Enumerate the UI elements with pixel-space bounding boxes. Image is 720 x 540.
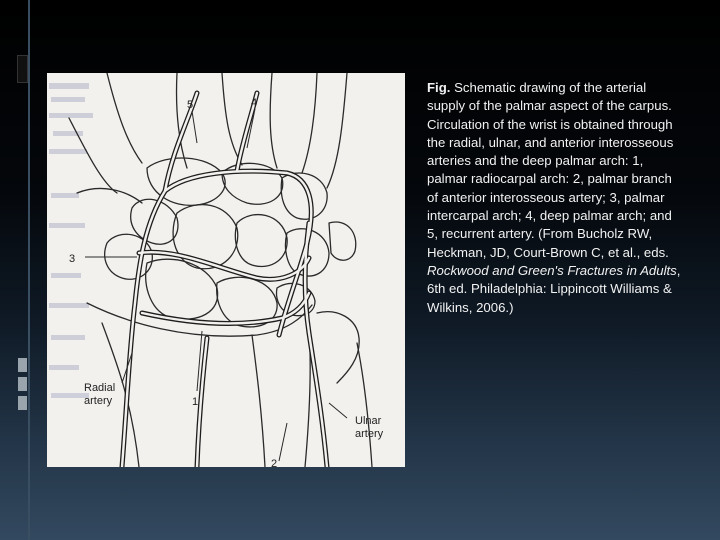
carpal-bone [173,205,238,269]
bleed-through-text [49,83,93,398]
caption-fig-prefix: Fig. [427,80,451,95]
label-5: 5 [187,99,194,111]
bullet-marker [18,358,27,372]
bullet-marker [18,377,27,391]
carpal-bone [235,215,287,267]
carpal-bone [329,222,356,260]
bone-outline [302,73,317,173]
caption-body: Schematic drawing of the arterial supply of the palmar aspect of the carpus. Circulation of the wrist is obtained through the radial, ulnar, and anterior interosseous arteries and the deep palmar arch: 1, palmar radiocarpal arch: 2, palmar branch of anterior interosseous artery; 3, palmar intercarpal arch; 4, deep palmar arch; and 5, recurrent artery. (From Bucholz RW, Heckman, JD, Court-Brown C, et al., eds. [427,80,674,260]
left-divider-rule [28,0,30,540]
label-2: 2 [271,458,278,467]
carpal-bone [281,173,327,219]
bone-outline [69,118,117,193]
leader-line-2 [279,423,287,461]
radius-shaft [252,335,265,467]
leader-line-5 [192,111,197,143]
bullet-marker [17,55,28,83]
label-ulnar: Ulnar [355,415,382,427]
label-4: 4 [251,97,258,109]
label-1: 1 [192,396,199,408]
bone-outline [327,73,347,188]
ulna-shaft [357,343,372,467]
caption-tail: , 6th ed. Philadelphia: Lippincott Williams & Wilkins, 2006.) [427,262,681,315]
label-3: 3 [69,253,76,265]
label-radial: Radial [84,382,116,394]
bullet-marker [18,396,27,410]
intercarpal-arch [139,252,309,279]
figure-caption [427,79,682,317]
bone-outline [270,73,277,168]
bone-outline [107,73,142,163]
bone-outline [77,188,142,203]
leader-line-ulnar [329,403,347,418]
caption-book-title: Rockwood and Green's Fractures in Adults [427,262,677,278]
label-ulnar-artery: artery [355,428,384,440]
label-radial-artery: artery [84,395,113,407]
ulna-head [317,312,359,383]
wrist-artery-figure [47,73,405,467]
wrist-artery-drawing [47,73,405,467]
